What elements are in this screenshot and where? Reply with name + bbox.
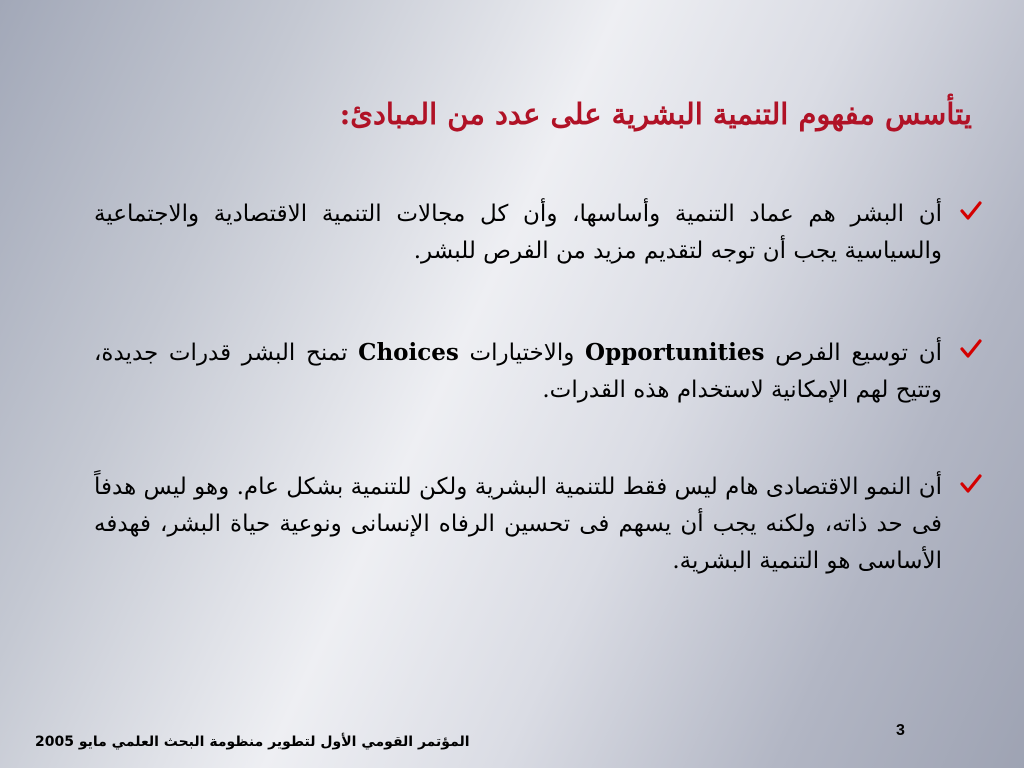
term-choices: Choices [358,339,459,366]
bullet-list [94,196,984,644]
term-opportunities: Opportunities [585,339,765,366]
checkmark-icon [958,198,984,224]
bullet-item [94,469,984,580]
bullet-text: أن النمو الاقتصادى هام ليس فقط للتنمية البشرية ولكن للتنمية بشكل عام. وهو ليس هدفاً فى حد ذاته، ولكنه يجب أن يسهم فى تحسين الرفاه الإنسانى ونوعية حياة البشر، فهدفه الأساسى هو التنمية البشرية. [94,474,942,574]
slide-title: يتأسس مفهوم التنمية البشرية على عدد من المبادئ: [339,97,972,131]
page-number: 3 [896,722,905,739]
checkmark-icon [958,336,984,362]
checkmark-icon [958,471,984,497]
footer-text: المؤتمر القومي الأول لتطوير منظومة البحث العلمي مايو 2005 [35,734,470,750]
bullet-text: أن توسيع الفرص [764,340,943,366]
bullet-item [94,334,984,409]
bullet-text: تمنح البشر قدرات جديدة، وتتيح لهم الإمكانية لاستخدام هذه القدرات. [94,340,942,403]
bullet-text: والاختيارات [458,340,586,366]
bullet-text: أن البشر هم عماد التنمية وأساسها، وأن كل مجالات التنمية الاقتصادية والاجتماعية والسياسية يجب أن توجه لتقديم مزيد من الفرص للبشر. [94,201,942,264]
bullet-item [94,196,984,270]
